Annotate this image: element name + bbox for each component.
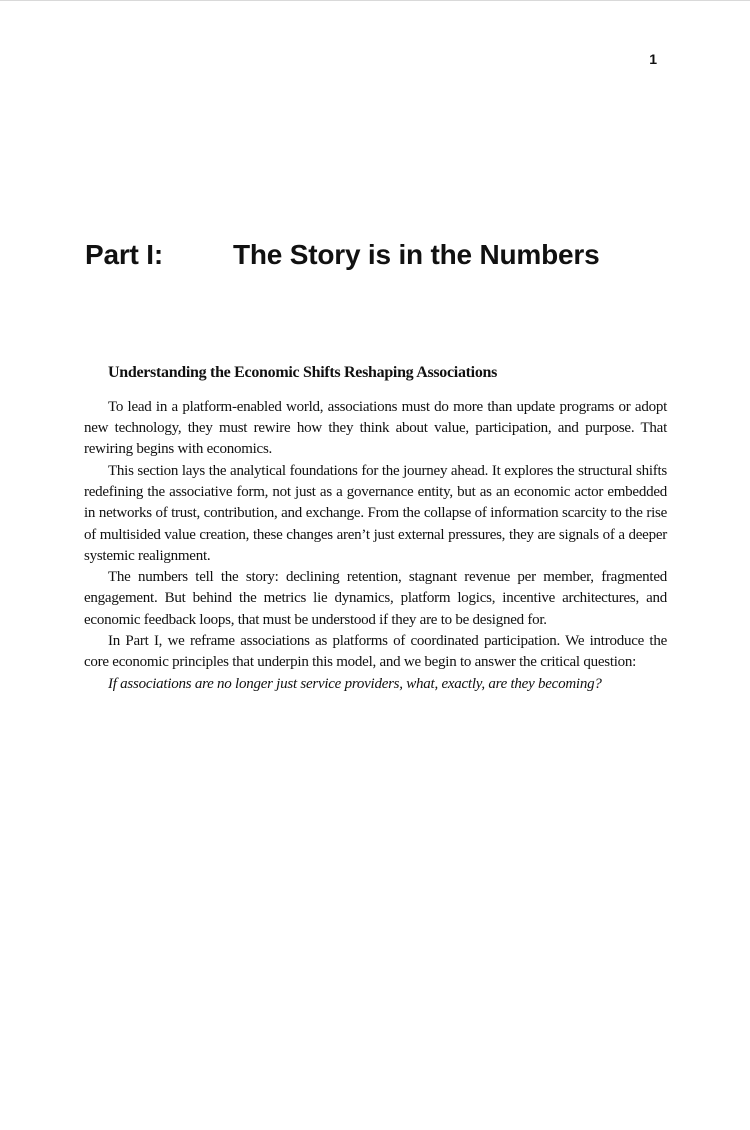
part-heading bbox=[85, 238, 599, 272]
paragraph-1: To lead in a platform-enabled world, associations must do more than update programs or adopt new technology, they must rewire how they think about value, participation, and purpose. That rewiring begins with economics. bbox=[84, 398, 667, 458]
paragraph-3: The numbers tell the story: declining retention, stagnant revenue per member, fragmented engagement. But behind the metrics lie dynamics, platform logics, incentive architectures, and economic feedback loops, that must be understood if they are to be designed for. bbox=[84, 569, 667, 628]
paragraph-2: This section lays the analytical foundations for the journey ahead. It explores the structural shifts redefining the associative form, not just as a governance entity, but as an economic actor embedded in networks of trust, contribution, and exchange. From the collapse of information scarcity to the rise of multisided value creation, these changes aren’t just external pressures, they are signals of a deeper systemic realignment. bbox=[84, 462, 667, 564]
page-number: 1 bbox=[649, 51, 657, 67]
part-label: Part I: bbox=[85, 239, 163, 270]
paragraph-4: In Part I, we reframe associations as platforms of coordinated participation. We introduce the core economic principles that underpin this model, and we begin to answer the critical question: bbox=[84, 633, 667, 671]
page-top-border bbox=[0, 0, 750, 1]
closing-question: If associations are no longer just service providers, what, exactly, are they becoming? bbox=[108, 675, 602, 692]
section-heading: Understanding the Economic Shifts Reshaping Associations bbox=[108, 364, 498, 381]
section-body bbox=[84, 363, 667, 695]
part-title: The Story is in the Numbers bbox=[233, 239, 600, 270]
